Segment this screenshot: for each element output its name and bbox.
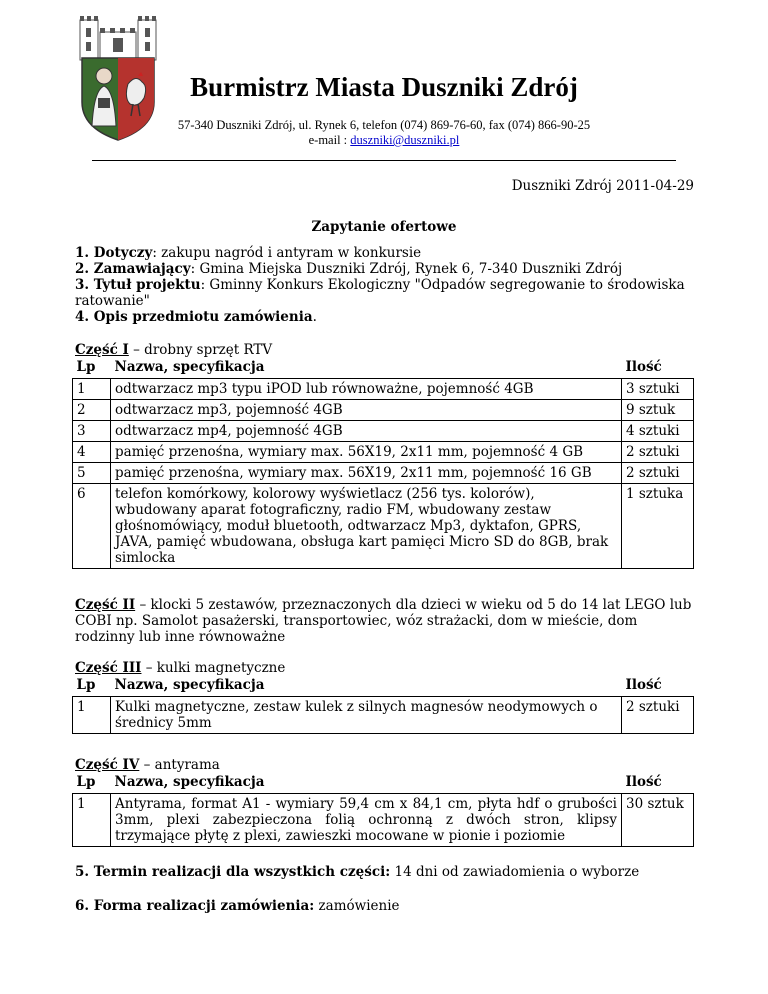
point-4: 4. Opis przedmiotu zamówienia. xyxy=(75,309,317,325)
email-link[interactable]: duszniki@duszniki.pl xyxy=(350,133,460,147)
point-1: 1. Dotyczy: zakupu nagród i antyram w konkursie xyxy=(75,245,422,261)
part3-table xyxy=(72,674,694,734)
letterhead-divider xyxy=(92,160,676,161)
email-label: e-mail : xyxy=(308,133,351,147)
point-2: 2. Zamawiający: Gmina Miejska Duszniki Zdrój, Rynek 6, 7-340 Duszniki Zdrój xyxy=(75,261,623,277)
document-date: Duszniki Zdrój 2011-04-29 xyxy=(511,178,694,194)
table-row: 1 Kulki magnetyczne, zestaw kulek z silnych magnesów neodymowych o średnicy 5mm 2 sztuki xyxy=(73,697,694,734)
part2-paragraph: Część II – klocki 5 zestawów, przeznaczonych dla dzieci w wieku od 5 do 14 lat LEGO lub COBI np. Samolot pasażerski, transportowiec, wóz strażacki, dom w mieście, dom rodzinny lub inne równoważne xyxy=(75,597,692,645)
part1-table xyxy=(72,356,694,569)
document-heading: Zapytanie ofertowe xyxy=(311,219,457,235)
table-row: 1 Antyrama, format A1 - wymiary 59,4 cm x 84,1 cm, płyta hdf o grubości 3mm, plexi zabezpieczona folią ochronną z dwóch stron, klipsy trzymające płytę z plexi, zawieszki mocowane w pionie i poziomie 30 sztuk xyxy=(73,794,694,847)
letterhead-address xyxy=(0,118,768,148)
part1-caption: Część I – drobny sprzęt RTV xyxy=(75,342,273,358)
points-list xyxy=(75,245,695,325)
header-qty: Ilość xyxy=(625,359,662,375)
letterhead-title: Burmistrz Miasta Duszniki Zdrój xyxy=(190,72,578,102)
email-line xyxy=(0,133,768,148)
table-row: 1 odtwarzacz mp3 typu iPOD lub równoważne, pojemność 4GB 3 sztuki xyxy=(73,379,694,400)
address-line: 57-340 Duszniki Zdrój, ul. Rynek 6, telefon (074) 869-76-60, fax (074) 866-90-25 xyxy=(177,118,591,132)
part3-caption: Część III – kulki magnetyczne xyxy=(75,660,286,676)
table-row: 2 odtwarzacz mp3, pojemność 4GB 9 sztuk xyxy=(73,400,694,421)
table-row: 6 telefon komórkowy, kolorowy wyświetlacz (256 tys. kolorów), wbudowany aparat fotograficzny, radio FM, wbudowany zestaw głośnomówiący, moduł bluetooth, odtwarzacz Mp3, dyktafon, GPRS, JAVA, pamięć wbudowana, obsługa kart pamięci Micro SD do 8GB, brak simlocka 1 sztuka xyxy=(73,484,694,569)
table-header-row xyxy=(73,356,694,379)
table-header-row: Lp Nazwa, specyfikacja Ilość xyxy=(76,774,662,790)
point-3: 3. Tytuł projektu: Gminny Konkurs Ekologiczny "Odpadów segregowanie to środowiska ratowanie" xyxy=(75,277,685,309)
point-5: 5. Termin realizacji dla wszystkich części: 14 dni od zawiadomienia o wyborze xyxy=(75,864,640,880)
table-row: 5 pamięć przenośna, wymiary max. 56X19, 2x11 mm, pojemność 16 GB 2 sztuki xyxy=(73,463,694,484)
header-name: Nazwa, specyfikacja xyxy=(114,359,265,375)
table-row: 4 pamięć przenośna, wymiary max. 56X19, 2x11 mm, pojemność 4 GB 2 sztuki xyxy=(73,442,694,463)
part4-table xyxy=(72,771,694,847)
point-6: 6. Forma realizacji zamówienia: zamówienie xyxy=(75,898,400,914)
header-lp: Lp xyxy=(76,359,96,375)
table-header-row: Lp Nazwa, specyfikacja Ilość xyxy=(76,677,662,693)
part4-caption: Część IV – antyrama xyxy=(75,757,220,773)
table-row: 3 odtwarzacz mp4, pojemność 4GB 4 sztuki xyxy=(73,421,694,442)
